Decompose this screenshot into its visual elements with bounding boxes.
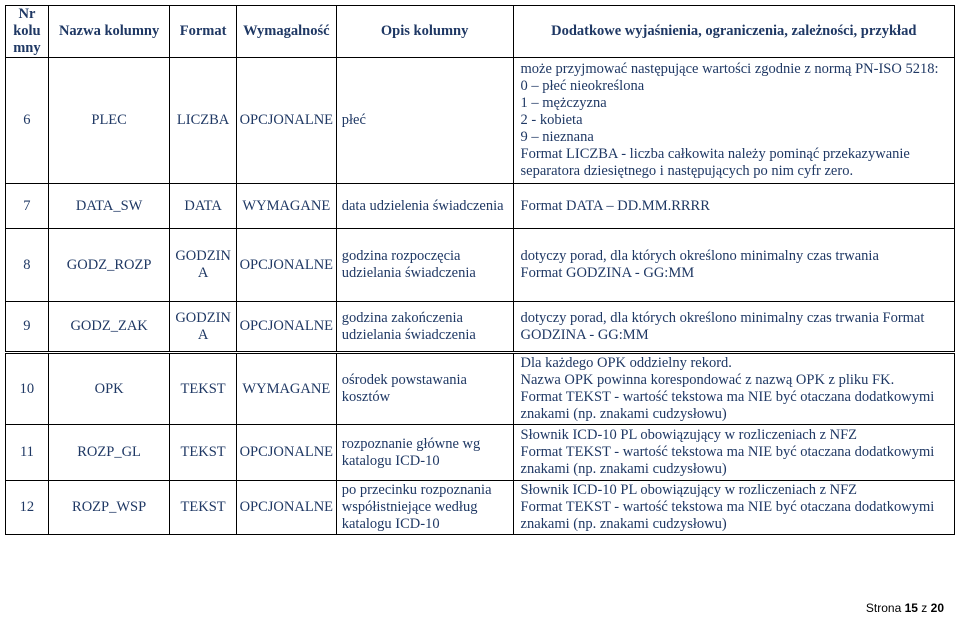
row-format: GODZIN A <box>170 302 237 353</box>
row-notes: Dla każdego OPK oddzielny rekord. Nazwa OPK powinna korespondować z nazwą OPK z pliku FK. Format TEKST - wartość tekstowa ma NIE być otaczana dodatkowymi znakami (np. znakami cudzysłowu) <box>513 353 954 425</box>
header-format: Format <box>170 6 237 58</box>
row-format: TEKST <box>170 353 237 425</box>
header-required: Wymagalność <box>236 6 336 58</box>
row-nr: 11 <box>6 425 49 481</box>
row-name: PLEC <box>48 58 169 184</box>
row-nr: 7 <box>6 184 49 229</box>
row-required: OPCJONALNE <box>236 58 336 184</box>
table-row <box>6 229 955 302</box>
row-notes: może przyjmować następujące wartości zgodnie z normą PN-ISO 5218: 0 – płeć nieokreślona 1 – mężczyzna 2 - kobieta 9 – nieznana Format LICZBA - liczba całkowita należy pominąć przekazywanie separatora dziesiętnego i następujących po nim cyfr zero. <box>513 58 954 184</box>
row-name: GODZ_ZAK <box>48 302 169 353</box>
page-label: Strona <box>865 601 902 615</box>
page-current: 15 <box>904 601 918 615</box>
row-required: OPCJONALNE <box>236 425 336 481</box>
row-description: data udzielenia świadczenia <box>336 184 513 229</box>
row-nr: 9 <box>6 302 49 353</box>
row-required: OPCJONALNE <box>236 302 336 353</box>
row-description: płeć <box>336 58 513 184</box>
row-description: po przecinku rozpoznania współistniejące według katalogu ICD-10 <box>336 481 513 535</box>
row-nr: 8 <box>6 229 49 302</box>
row-required: OPCJONALNE <box>236 229 336 302</box>
row-nr: 10 <box>6 353 49 425</box>
row-notes: dotyczy porad, dla których określono minimalny czas trwania Format GODZINA - GG:MM <box>513 302 954 353</box>
table-row <box>6 184 955 229</box>
row-required: WYMAGANE <box>236 184 336 229</box>
row-description: rozpoznanie główne wg katalogu ICD-10 <box>336 425 513 481</box>
row-name: ROZP_WSP <box>48 481 169 535</box>
header-name: Nazwa kolumny <box>48 6 169 58</box>
page-total: 20 <box>930 601 944 615</box>
row-description: godzina zakończenia udzielania świadczenia <box>336 302 513 353</box>
page-separator: z <box>921 601 928 615</box>
row-name: OPK <box>48 353 169 425</box>
row-notes: Słownik ICD-10 PL obowiązujący w rozliczeniach z NFZ Format TEKST - wartość tekstowa ma NIE być otaczana dodatkowymi znakami (np. znakami cudzysłowu) <box>513 481 954 535</box>
table-row <box>6 302 955 353</box>
row-description: ośrodek powstawania kosztów <box>336 353 513 425</box>
page-number-footer <box>866 601 944 615</box>
row-notes: Słownik ICD-10 PL obowiązujący w rozliczeniach z NFZ Format TEKST - wartość tekstowa ma NIE być otaczana dodatkowymi znakami (np. znakami cudzysłowu) <box>513 425 954 481</box>
row-format: GODZIN A <box>170 229 237 302</box>
header-nr: Nr kolu mny <box>6 6 49 58</box>
row-name: DATA_SW <box>48 184 169 229</box>
table-row <box>6 425 955 481</box>
row-name: GODZ_ROZP <box>48 229 169 302</box>
header-description: Opis kolumny <box>336 6 513 58</box>
row-nr: 6 <box>6 58 49 184</box>
column-spec-table <box>5 5 955 535</box>
table-row <box>6 58 955 184</box>
table-header-row <box>6 6 955 58</box>
row-format: TEKST <box>170 481 237 535</box>
row-format: DATA <box>170 184 237 229</box>
table-row <box>6 353 955 425</box>
row-description: godzina rozpoczęcia udzielania świadczenia <box>336 229 513 302</box>
row-notes: dotyczy porad, dla których określono minimalny czas trwania Format GODZINA - GG:MM <box>513 229 954 302</box>
row-name: ROZP_GL <box>48 425 169 481</box>
table-row <box>6 481 955 535</box>
row-format: TEKST <box>170 425 237 481</box>
row-required: OPCJONALNE <box>236 481 336 535</box>
row-notes: Format DATA – DD.MM.RRRR <box>513 184 954 229</box>
row-format: LICZBA <box>170 58 237 184</box>
row-nr: 12 <box>6 481 49 535</box>
row-required: WYMAGANE <box>236 353 336 425</box>
header-notes: Dodatkowe wyjaśnienia, ograniczenia, zależności, przykład <box>513 6 954 58</box>
